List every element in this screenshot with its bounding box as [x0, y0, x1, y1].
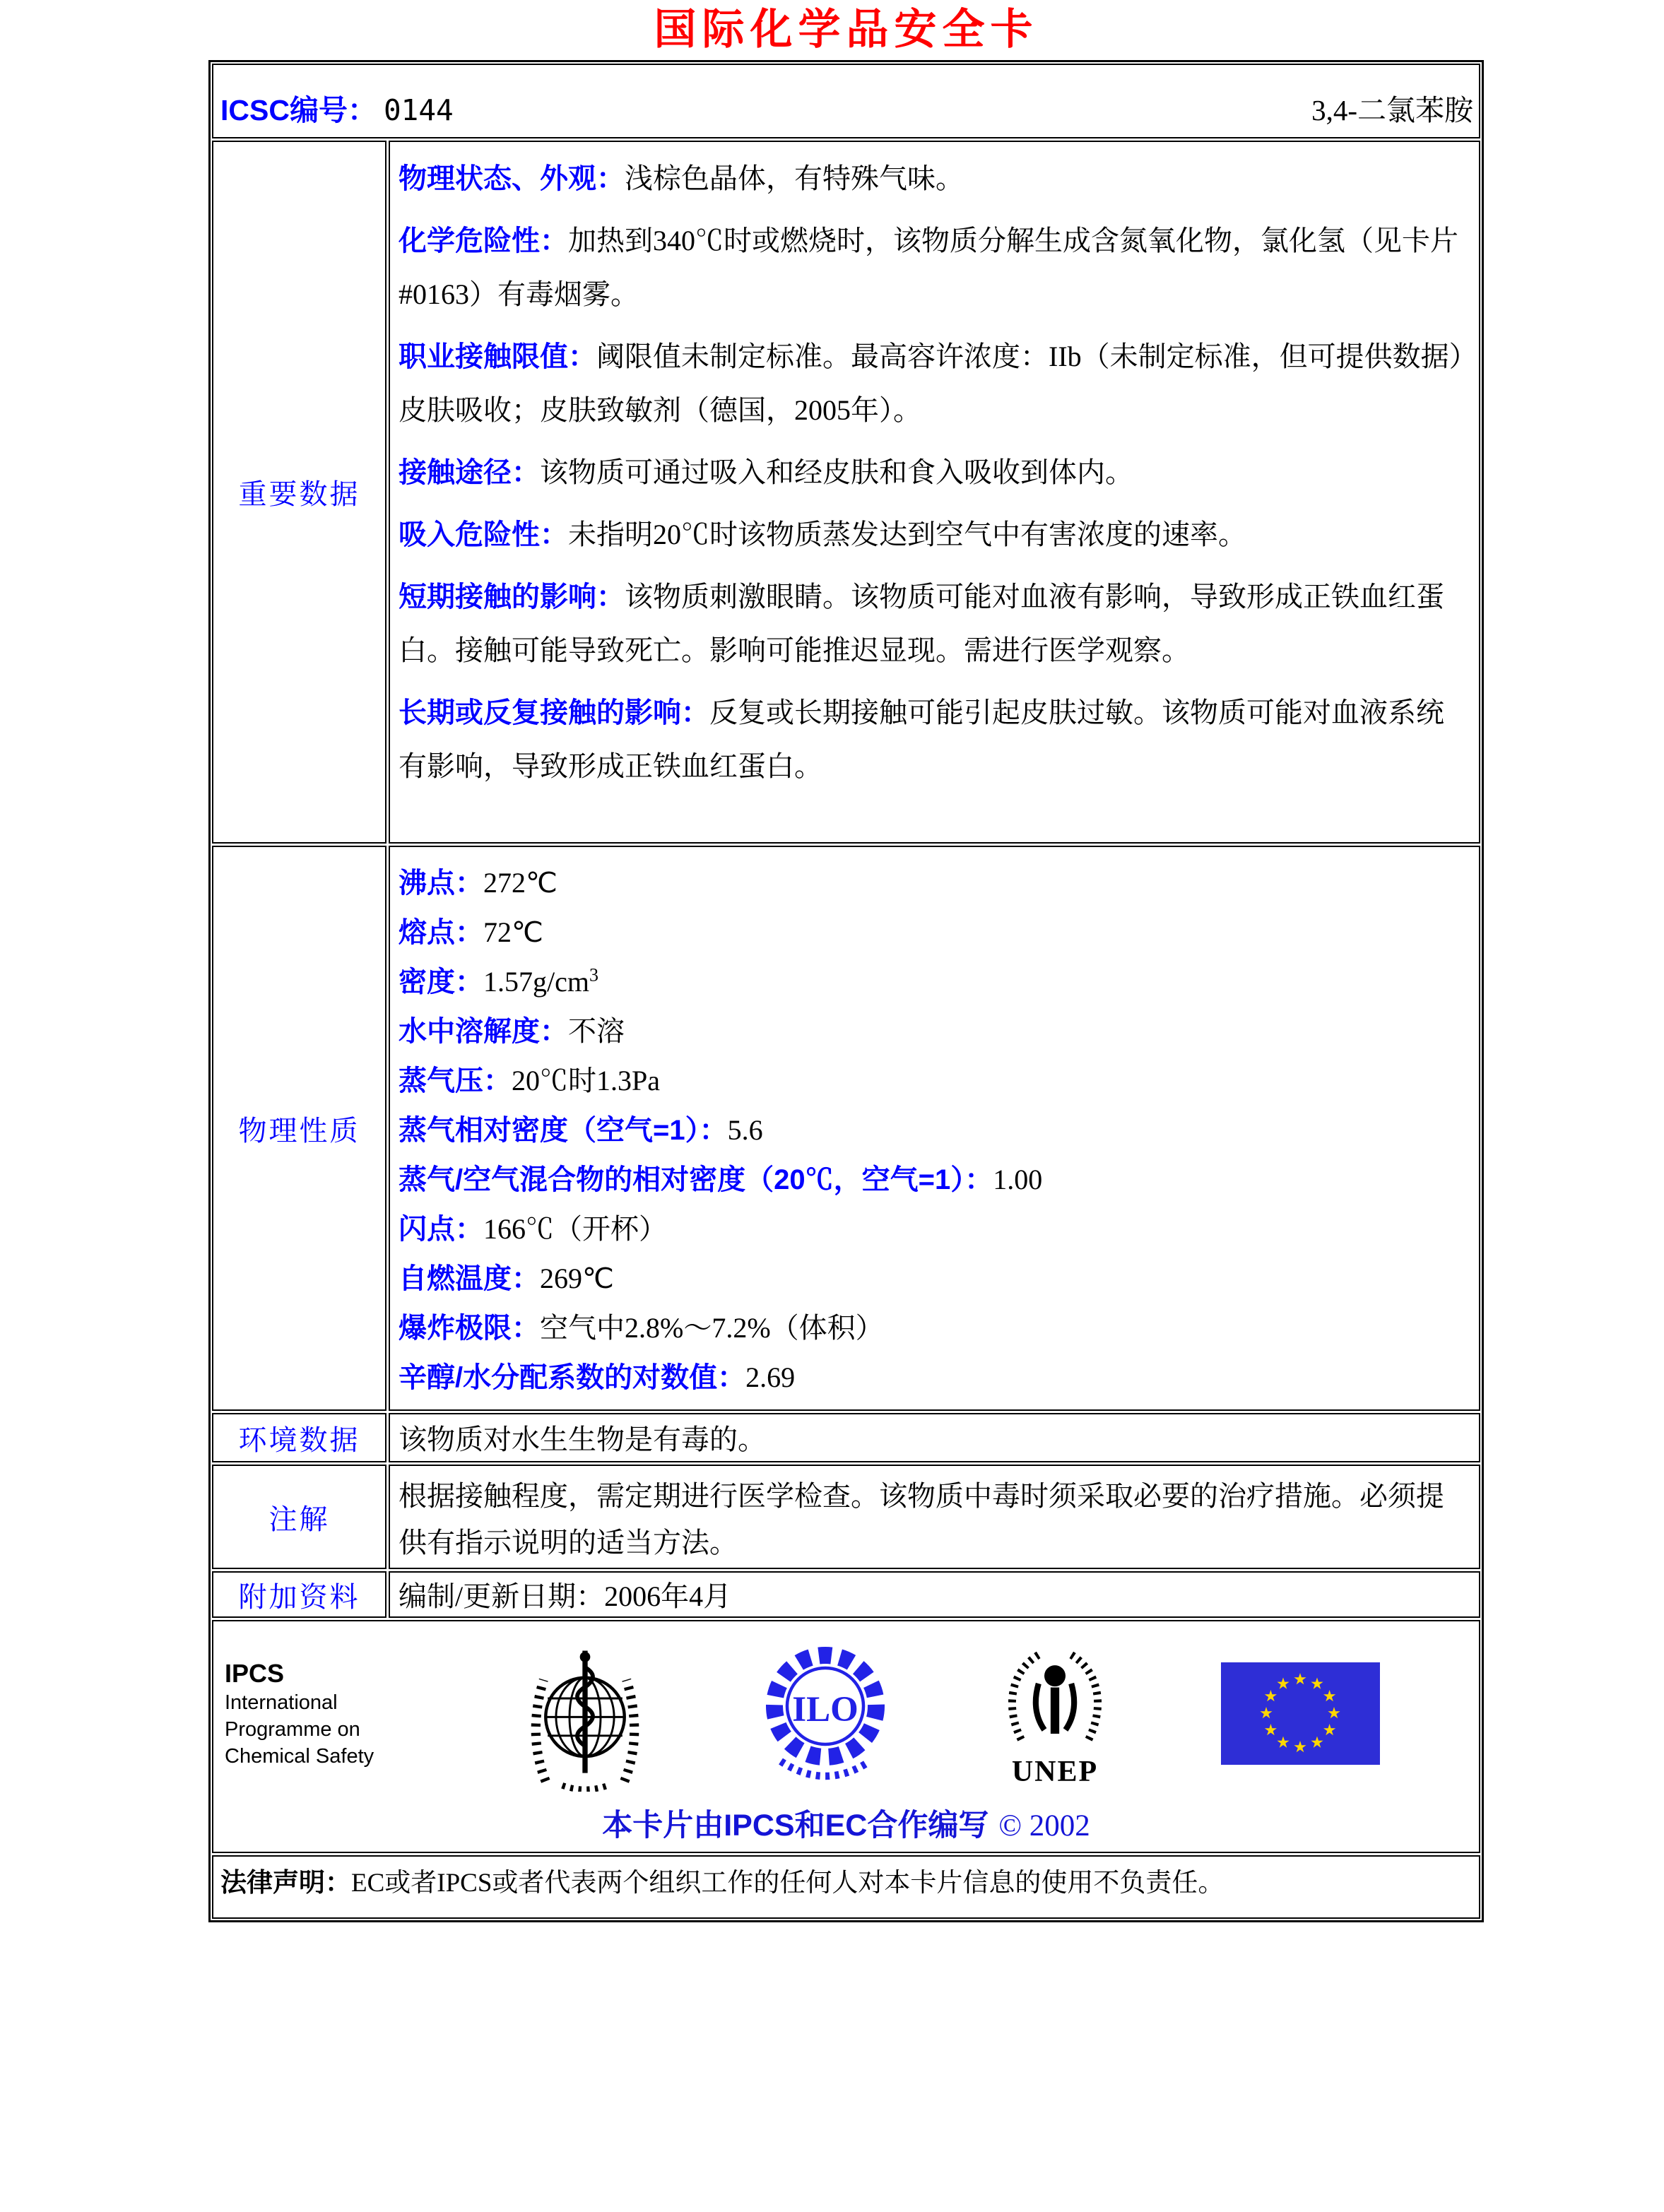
- legal-label: 法律声明：: [220, 1868, 351, 1897]
- item-label: 化学危险性：: [399, 225, 568, 256]
- item-label: 自燃温度：: [399, 1263, 540, 1294]
- item-label: 蒸气/空气混合物的相对密度（20℃，空气=1）：: [399, 1164, 993, 1195]
- item-text: 反复或长期接触可能引起皮肤过敏。该物质可能对血液系统有影响，导致形成正铁血红蛋白。: [399, 697, 1444, 782]
- item-label: 密度：: [399, 966, 483, 998]
- physical-properties-section-label: 物理性质: [212, 846, 387, 1411]
- page-title: 国际化学品安全卡: [654, 5, 1039, 54]
- item-text: 272℃: [483, 867, 557, 899]
- physical-item-vapor-pressure: [399, 1056, 1472, 1106]
- additional-info-section-label: 附加资料: [212, 1571, 387, 1618]
- physical-item-water-solubility: [399, 1007, 1472, 1056]
- density-superscript: 3: [589, 964, 598, 986]
- item-label: 接触途径：: [399, 457, 540, 488]
- important-item-long-term-effects: [399, 686, 1472, 793]
- important-item-chemical-danger: [399, 214, 1472, 321]
- ipcs-line-3: Chemical Safety: [225, 1744, 374, 1768]
- ilo-letters: ILO: [792, 1690, 858, 1729]
- caption-text: 本卡片由IPCS和EC合作编写: [602, 1809, 989, 1843]
- icsc-number-group: [220, 87, 454, 129]
- icsc-number-value: 0144: [383, 93, 454, 127]
- item-text: 166℃（开杯）: [483, 1213, 667, 1245]
- item-text: 1.00: [993, 1164, 1043, 1195]
- legal-text: EC或者IPCS或者代表两个组织工作的任何人对本卡片信息的使用不负责任。: [351, 1869, 1225, 1898]
- unep-label: UNEP: [1011, 1756, 1099, 1788]
- physical-item-explosive-limits: [399, 1303, 1472, 1353]
- logos-cell: [212, 1620, 1480, 1853]
- who-logo-icon: [521, 1636, 649, 1792]
- item-label: 爆炸极限：: [399, 1313, 540, 1344]
- item-text: 加热到340℃时或燃烧时，该物质分解生成含氮氧化物，氯化氢（见卡片#0163）有毒烟雾。: [399, 225, 1458, 310]
- eu-flag-icon: [1221, 1662, 1380, 1765]
- physical-item-vapor-air-density: [399, 1155, 1472, 1205]
- ipcs-acronym: IPCS: [225, 1658, 285, 1688]
- additional-info-row: [212, 1571, 1480, 1618]
- additional-info-content: [389, 1571, 1480, 1618]
- logos-band: [213, 1631, 1479, 1793]
- item-text: 根据接触程度，需定期进行医学检查。该物质中毒时须采取必要的治疗措施。必须提供有指示说明的适当方法。: [399, 1480, 1444, 1559]
- item-label: 职业接触限值：: [399, 341, 596, 372]
- physical-item-melting-point: [399, 908, 1472, 957]
- physical-item-autoignition: [399, 1254, 1472, 1303]
- header-cell: [212, 64, 1480, 138]
- item-text: 浅棕色晶体，有特殊气味。: [625, 162, 964, 194]
- item-text: 不溶: [568, 1015, 625, 1047]
- item-label: 闪点：: [399, 1214, 483, 1245]
- notes-row: [212, 1465, 1480, 1569]
- item-text: 该物质可通过吸入和经皮肤和食入吸收到体内。: [540, 456, 1133, 488]
- item-label: 蒸气压：: [399, 1065, 512, 1096]
- physical-item-vapor-density: [399, 1106, 1472, 1155]
- item-text: 阈限值未制定标准。最高容许浓度：IIb（未制定标准，但可提供数据）皮肤吸收；皮肤致敏剂（德国，2005年）。: [399, 341, 1463, 426]
- item-text: 20℃时1.3Pa: [512, 1065, 660, 1096]
- environmental-data-content: [389, 1413, 1480, 1462]
- item-text: 72℃: [483, 916, 543, 948]
- physical-item-boiling-point: [399, 858, 1472, 908]
- item-text: 未指明20℃时该物质蒸发达到空气中有害浓度的速率。: [568, 519, 1246, 550]
- item-label: 短期接触的影响：: [399, 581, 625, 613]
- environmental-data-section-label: 环境数据: [212, 1413, 387, 1462]
- important-data-content: [389, 141, 1480, 844]
- unep-logo-icon: [1002, 1640, 1108, 1787]
- ilo-logo-icon: [762, 1634, 889, 1793]
- logos-row: [212, 1620, 1480, 1853]
- ipcs-text-block: [225, 1658, 408, 1770]
- important-data-section-label: 重要数据: [212, 141, 387, 844]
- important-item-occupational-limits: [399, 330, 1472, 437]
- card-caption: [213, 1802, 1479, 1845]
- important-item-inhalation-risk: [399, 508, 1472, 562]
- important-item-physical-state: [399, 152, 1472, 206]
- header-row: [212, 64, 1480, 138]
- item-label: 物理状态、外观：: [399, 163, 625, 194]
- notes-content: [389, 1465, 1480, 1569]
- caption-copyright: © 2002: [998, 1809, 1090, 1843]
- item-label: 长期或反复接触的影响：: [399, 697, 709, 728]
- item-text: 269℃: [540, 1262, 614, 1294]
- item-label: 水中溶解度：: [399, 1016, 568, 1047]
- item-text: 编制/更新日期：2006年4月: [399, 1580, 732, 1612]
- important-data-row: [212, 141, 1480, 844]
- important-item-short-term-effects: [399, 570, 1472, 678]
- item-label: 熔点：: [399, 917, 483, 948]
- item-text: 1.57g/cm: [483, 966, 589, 998]
- ipcs-line-2: Programme on: [225, 1717, 360, 1741]
- legal-cell: [212, 1855, 1480, 1919]
- important-item-exposure-routes: [399, 446, 1472, 499]
- physical-item-flash-point: [399, 1205, 1472, 1254]
- item-label: 辛醇/水分配系数的对数值：: [399, 1362, 746, 1393]
- item-label: 吸入危险性：: [399, 519, 568, 550]
- physical-properties-content: [389, 846, 1480, 1411]
- physical-item-octanol-water: [399, 1353, 1472, 1402]
- notes-section-label: 注解: [212, 1465, 387, 1569]
- item-text: 5.6: [727, 1114, 763, 1146]
- icsc-number-label: ICSC编号：: [220, 94, 377, 126]
- ipcs-line-1: International: [225, 1691, 338, 1714]
- safety-card-table: [208, 60, 1484, 1922]
- item-text: 该物质刺激眼睛。该物质可能对血液有影响，导致形成正铁血红蛋白。接触可能导致死亡。影响可能推迟显现。需进行医学观察。: [399, 581, 1444, 666]
- item-label: 沸点：: [399, 868, 483, 899]
- chemical-name: 3,4-二氯苯胺: [1311, 94, 1473, 126]
- item-text: 该物质对水生生物是有毒的。: [399, 1424, 766, 1455]
- item-text: 2.69: [745, 1361, 796, 1393]
- item-label: 蒸气相对密度（空气=1）：: [399, 1115, 728, 1146]
- physical-item-density: [399, 957, 1472, 1007]
- item-text: 空气中2.8%～7.2%（体积）: [540, 1312, 884, 1344]
- physical-properties-row: [212, 846, 1480, 1411]
- environmental-data-row: [212, 1413, 1480, 1462]
- legal-row: [212, 1855, 1480, 1919]
